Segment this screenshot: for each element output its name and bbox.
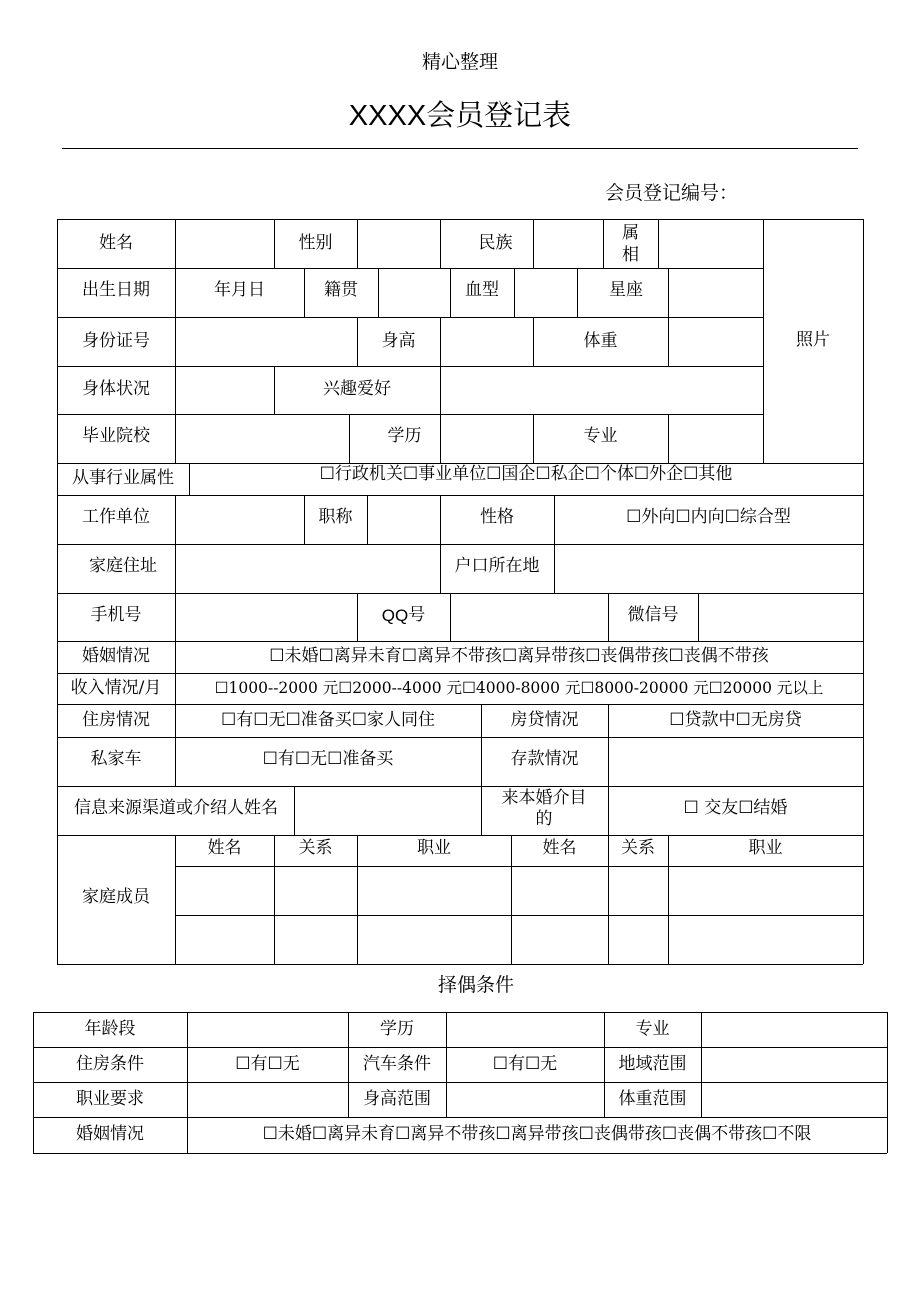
zodiac-label: 属相 [622, 222, 639, 265]
criteria-marital-label: 婚姻情况 [76, 1124, 144, 1145]
height-label: 身高 [381, 330, 416, 351]
header-rule [62, 148, 858, 149]
family-job-header-1: 职业 [417, 838, 451, 859]
family-job-header-2: 职业 [748, 838, 783, 859]
criteria-car-options: ☐有☐无 [492, 1053, 558, 1074]
blood-type-label: 血型 [465, 280, 499, 301]
family-relation-header-2: 关系 [621, 838, 655, 859]
income-label: 收入情况/月 [70, 677, 162, 698]
family-name-header-1: 姓名 [207, 838, 242, 859]
car-options: ☐有☐无☐准备买 [262, 749, 394, 770]
family-label: 家庭成员 [82, 886, 150, 907]
marital-label: 婚姻情况 [82, 646, 150, 667]
family-name-header-2: 姓名 [542, 838, 577, 859]
birth-date-value: 年月日 [214, 280, 265, 301]
photo-label: 照片 [796, 330, 830, 351]
ethnicity-label: 民族 [478, 232, 513, 253]
purpose-options: ☐ 交友☐结婚 [683, 798, 788, 819]
header-note: 精心整理 [421, 51, 498, 73]
industry-label: 从事行业属性 [72, 468, 174, 489]
major-label: 专业 [583, 426, 618, 447]
mortgage-label: 房贷情况 [510, 709, 579, 730]
housing-label: 住房情况 [82, 709, 150, 730]
constellation-label: 星座 [609, 280, 643, 301]
mortgage-options: ☐贷款中☐无房贷 [669, 709, 802, 730]
name-label: 姓名 [99, 232, 133, 253]
job-title-label: 职称 [318, 507, 353, 528]
criteria-education-label: 学历 [380, 1018, 414, 1039]
education-label: 学历 [387, 426, 422, 447]
gender-label: 性别 [298, 232, 333, 253]
criteria-weight-label: 体重范围 [618, 1088, 687, 1109]
income-options: ☐1000--2000 元☐2000--4000 元☐4000-8000 元☐8000-20000 元☐20000 元以上 [214, 678, 824, 697]
native-place-label: 籍贯 [324, 280, 358, 301]
source-label: 信息来源渠道或介绍人姓名 [74, 798, 278, 819]
health-label: 身体状况 [82, 379, 150, 400]
car-label: 私家车 [90, 749, 142, 770]
marital-options: ☐未婚☐离异未育☐离异不带孩☐离异带孩☐丧偶带孩☐丧偶不带孩 [269, 646, 769, 667]
address-label: 家庭住址 [89, 556, 157, 577]
registration-number-label: 会员登记编号： [605, 182, 739, 204]
page-title [0, 93, 920, 134]
criteria-occupation-label: 职业要求 [76, 1088, 144, 1109]
savings-label: 存款情况 [510, 749, 579, 770]
purpose-label: 来本婚介目的 [501, 787, 587, 829]
hobbies-label: 兴趣爱好 [323, 379, 391, 400]
criteria-housing-label: 住房条件 [76, 1053, 144, 1074]
criteria-age-label: 年龄段 [84, 1018, 136, 1039]
mobile-label: 手机号 [90, 605, 142, 626]
school-label: 毕业院校 [82, 426, 150, 447]
birth-date-label: 出生日期 [82, 280, 150, 301]
family-relation-header-1: 关系 [298, 838, 333, 859]
qq-label [357, 593, 450, 639]
personality-options: ☐外向☐内向☐综合型 [626, 507, 791, 528]
criteria-title: 择偶条件 [437, 974, 514, 996]
id-number-label: 身份证号 [82, 330, 150, 351]
qq-suffix: 号 [408, 605, 426, 626]
criteria-region-label: 地域范围 [618, 1053, 687, 1074]
employer-label: 工作单位 [82, 507, 150, 528]
criteria-marital-options: ☐未婚☐离异未育☐离异不带孩☐离异带孩☐丧偶带孩☐丧偶不带孩☐不限 [262, 1124, 812, 1145]
wechat-label: 微信号 [627, 605, 679, 626]
industry-options: ☐行政机关☐事业单位☐国企☐私企☐个体☐外企☐其他 [319, 464, 733, 485]
criteria-height-label: 身高范围 [363, 1088, 431, 1109]
criteria-car-label: 汽车条件 [363, 1053, 431, 1074]
title-text: 会员登记表 [426, 98, 572, 132]
personality-label: 性格 [480, 507, 514, 528]
criteria-housing-options: ☐有☐无 [235, 1053, 300, 1074]
hukou-label: 户口所在地 [454, 556, 540, 577]
criteria-major-label: 专业 [635, 1018, 670, 1039]
title-prefix: XXXX [348, 100, 427, 132]
housing-options: ☐有☐无☐准备买☐家人同住 [221, 709, 435, 730]
weight-label: 体重 [583, 330, 618, 351]
qq-prefix: QQ [381, 606, 409, 626]
